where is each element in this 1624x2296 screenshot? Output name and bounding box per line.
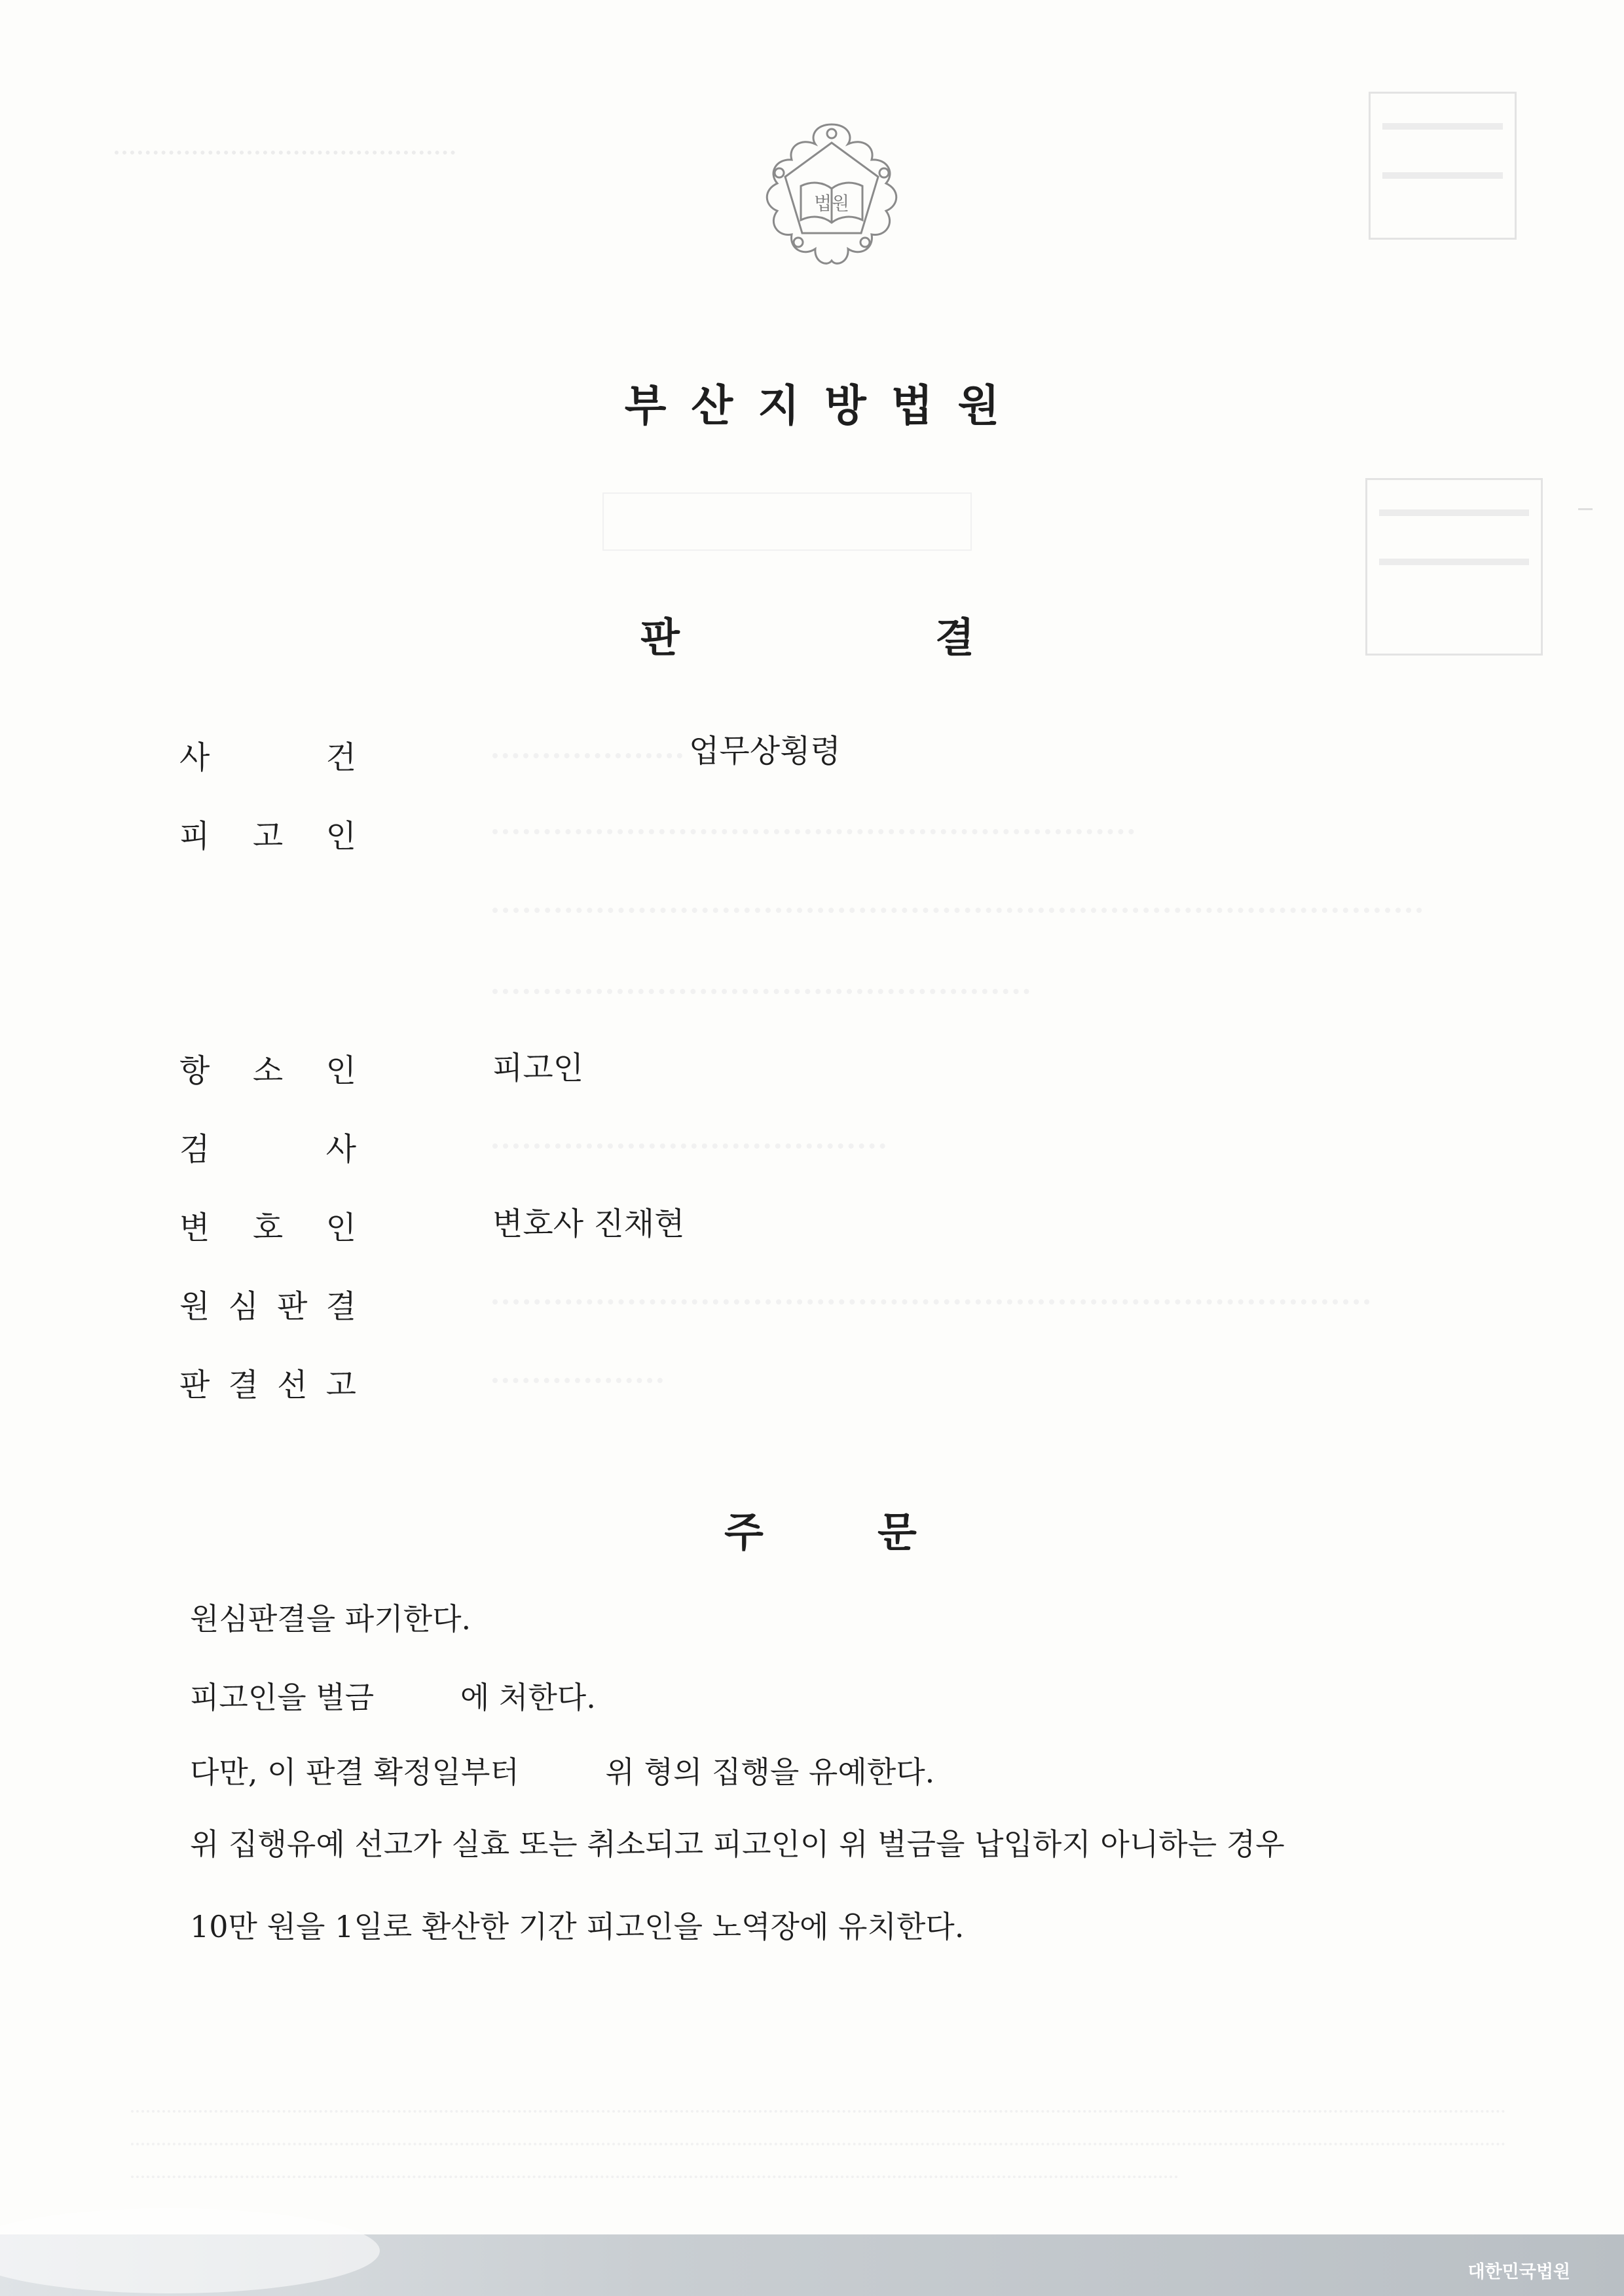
field-value-appellant: 피고인 xyxy=(492,1050,584,1086)
field-label-original-judgment: 원 심 판 결 xyxy=(179,1288,356,1325)
order-heading-char-2: 문 xyxy=(877,1508,917,1556)
order-line-3: 다만, 이 판결 확정일부터 위 형의 집행을 유예한다. xyxy=(190,1754,935,1790)
footer-band xyxy=(0,2234,1624,2296)
redacted-case-number xyxy=(492,733,682,758)
order-line-5: 10만 원을 1일로 환산한 기간 피고인을 노역장에 유치한다. xyxy=(190,1909,965,1944)
faint-footer-notice-line xyxy=(131,2128,1506,2145)
emblem-label: 법원 xyxy=(813,193,850,214)
margin-mark xyxy=(1578,508,1593,510)
field-label-judgment-date: 판 결 선 고 xyxy=(179,1367,356,1403)
verdict-heading-char-2: 결 xyxy=(935,614,974,661)
faint-division-label xyxy=(602,492,972,551)
court-name: 부산지방법원 xyxy=(624,380,1025,431)
field-label-case: 사 건 xyxy=(179,739,356,776)
faint-footer-notice-line xyxy=(131,2096,1506,2113)
footer-label: 대한민국법원 xyxy=(1467,2262,1570,2282)
order-line-2: 피고인을 벌금 에 처한다. xyxy=(190,1680,596,1715)
security-code-mark-2 xyxy=(1365,478,1543,656)
field-label-appellant: 항 소 인 xyxy=(179,1052,356,1089)
redacted-prosecutor-names xyxy=(492,1124,885,1149)
redacted-defendant-registered-address xyxy=(492,969,1029,994)
verdict-heading-char-1: 판 xyxy=(640,614,680,661)
order-heading-char-1: 주 xyxy=(724,1508,764,1556)
redacted-defendant-address xyxy=(492,888,1422,913)
redacted-original-judgment xyxy=(492,1280,1370,1305)
faint-footer-notice-line xyxy=(131,2161,1179,2178)
field-value-case: 업무상횡령 xyxy=(689,733,841,769)
footer-swoosh xyxy=(0,2208,380,2293)
field-label-prosecutor: 검 사 xyxy=(179,1131,356,1168)
order-line-1: 원심판결을 파기한다. xyxy=(190,1601,471,1637)
order-line-4: 위 집행유예 선고가 실효 또는 취소되고 피고인이 위 벌금을 납입하지 아니하는 경우 xyxy=(190,1826,1285,1862)
redacted-defendant-info xyxy=(492,809,1134,834)
faint-document-id xyxy=(115,124,455,155)
field-value-counsel: 변호사 진채현 xyxy=(492,1206,685,1242)
field-label-defendant: 피 고 인 xyxy=(179,818,356,855)
redacted-judgment-date xyxy=(492,1358,663,1383)
security-code-mark xyxy=(1369,92,1517,240)
court-emblem-icon xyxy=(750,113,913,276)
field-label-counsel: 변 호 인 xyxy=(179,1210,356,1246)
